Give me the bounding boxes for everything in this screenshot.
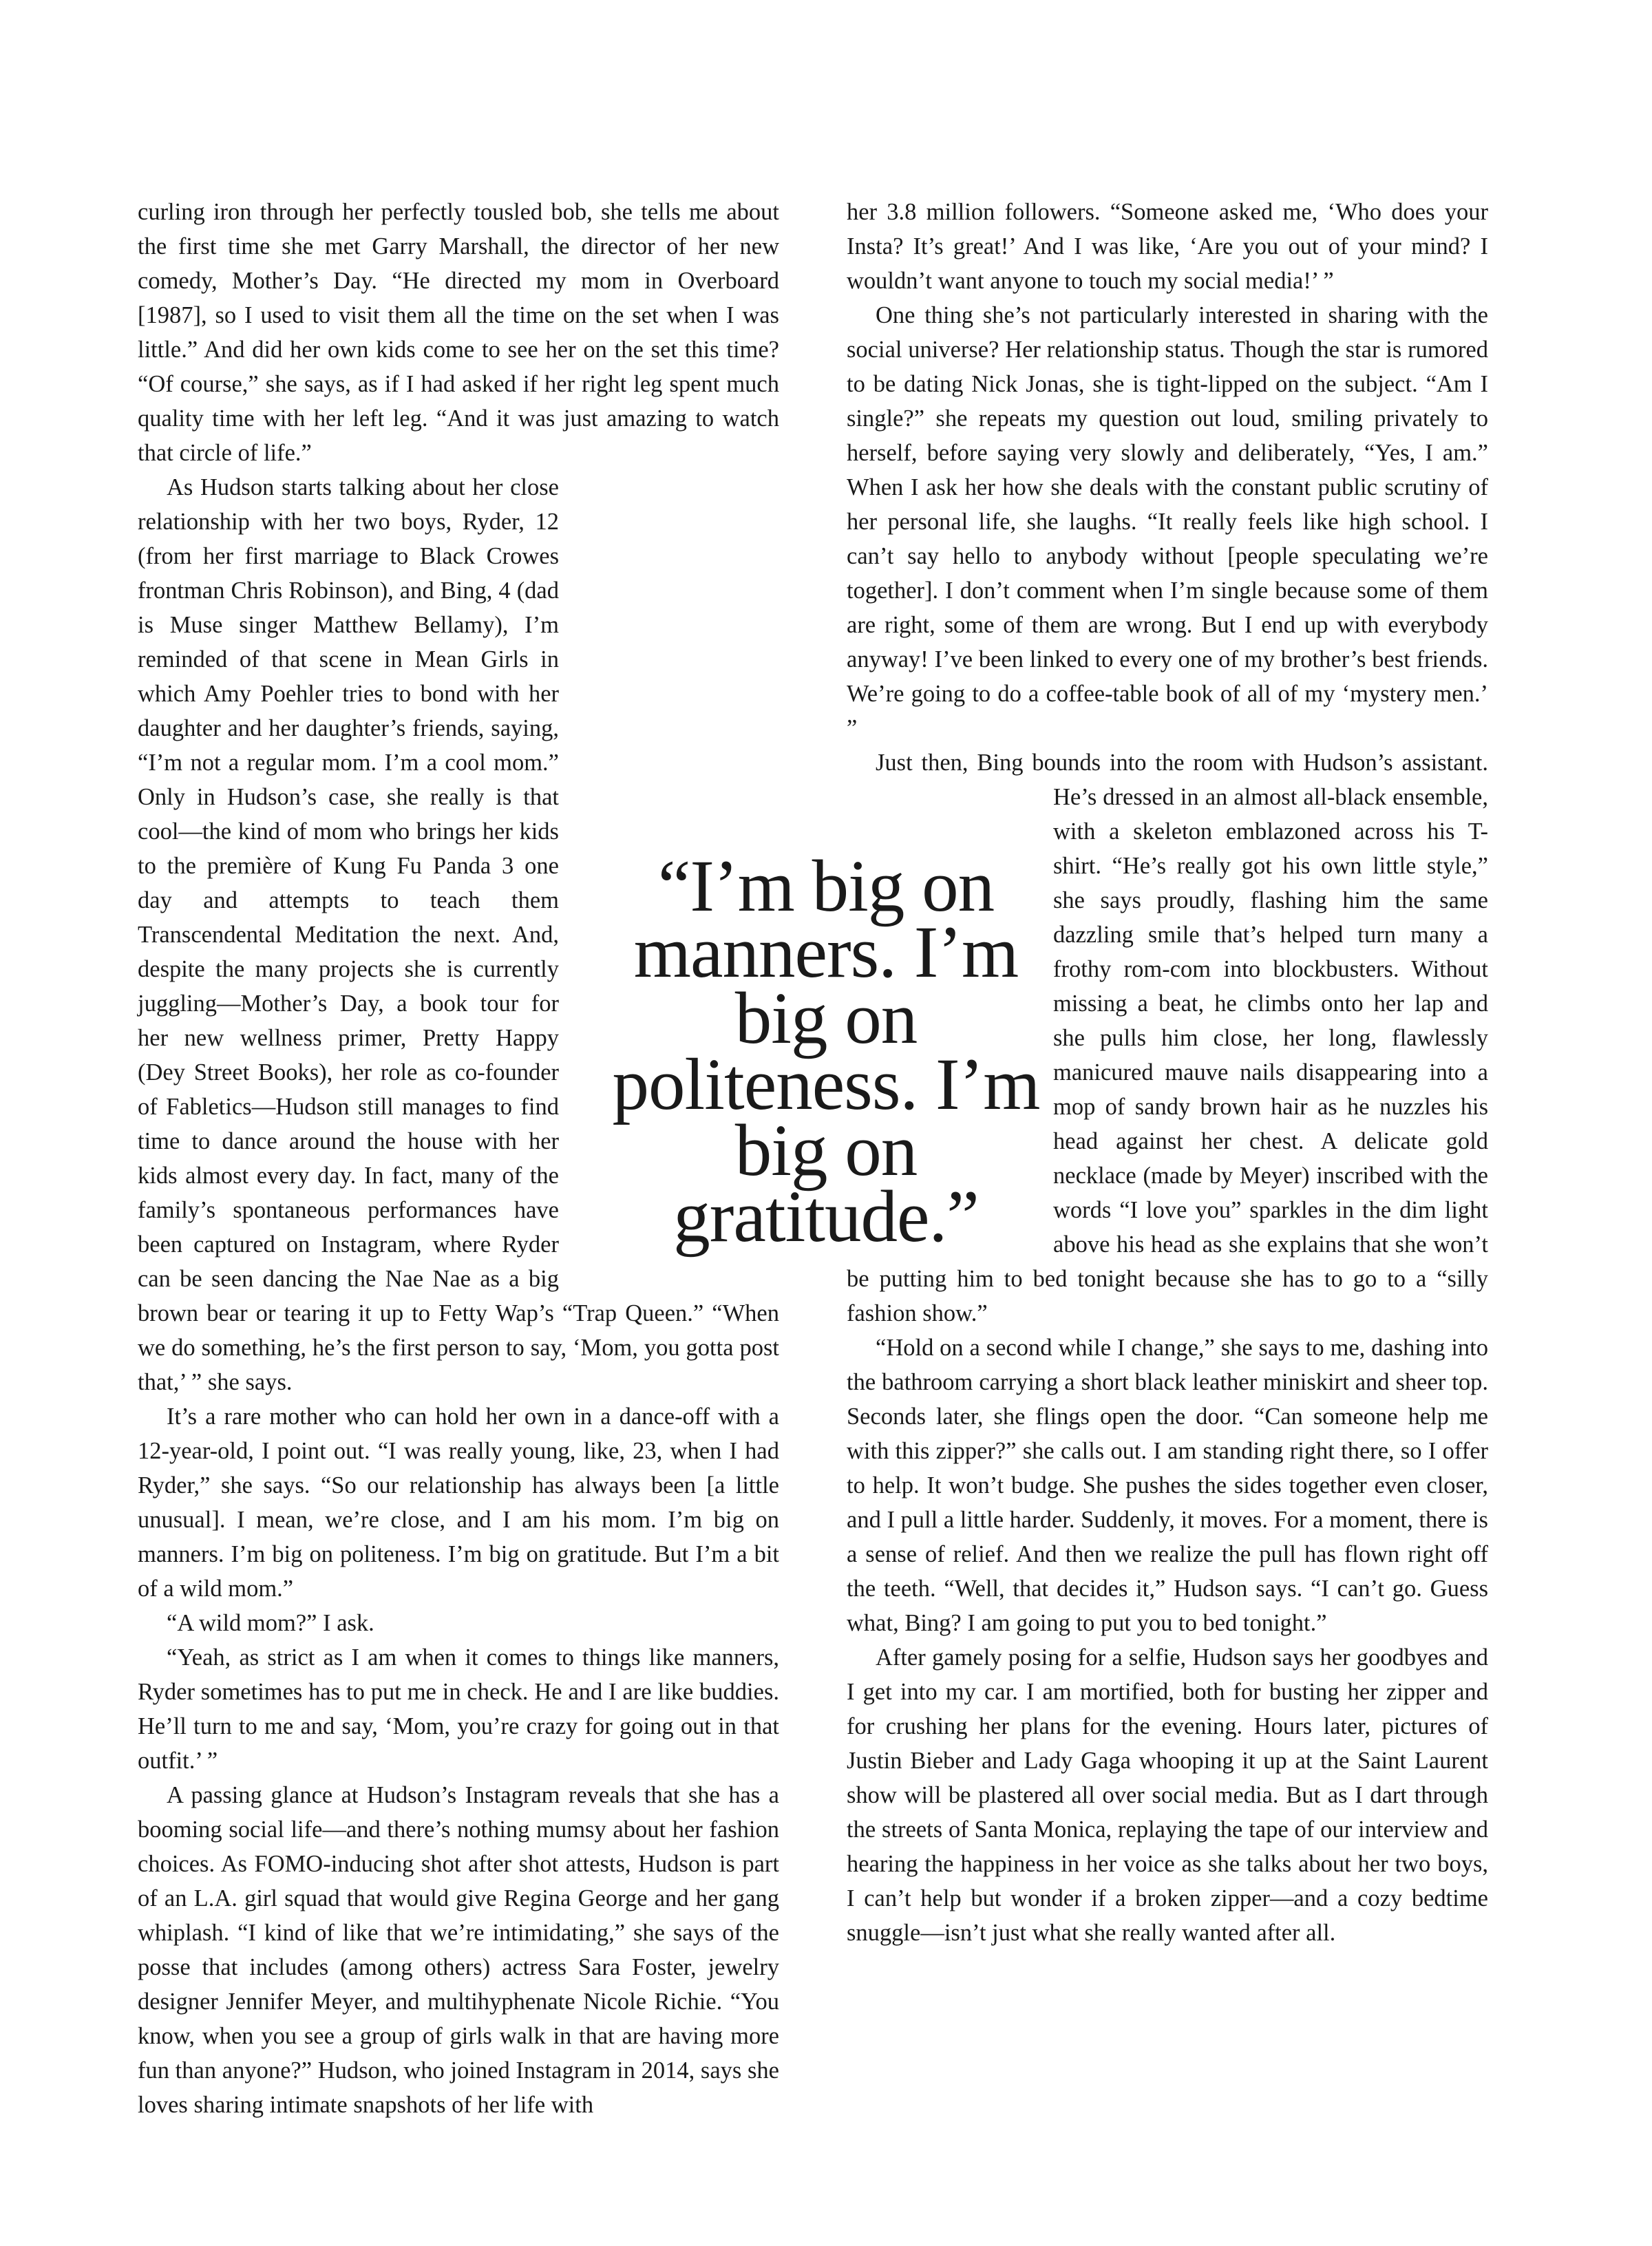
paragraph: It’s a rare mother who can hold her own in a dance-off with a 12-year-old, I point out. “I was really young, like, 23, when I had Ryder,” she says. “So our relationship has always been [a little unusual]. I mean, we’re close, and I am his mom. I’m big on manners. I’m big on politeness. I’m big on gratitude. But I’m a bit of a wild mom.” <box>138 1403 779 1602</box>
paragraph: A passing glance at Hudson’s Instagram reveals that she has a booming social life—and there’s nothing mumsy about her fashion choices. As FOMO-inducing shot after shot attests, Hudson is part of an L.A. girl squad that would give Regina George and her gang whiplash. “I kind of like that we’re intimidating,” she says of the posse that includes (among others) actress Sara Foster, jewelry designer Jennifer Meyer, and multihyphenate Nicole Richie. “You know, when you see a group of girls walk in that are having more fun than anyone?” Hudson, who joined Instagram in 2014, says she loves sharing intimate snapshots of her life with <box>138 1782 779 2118</box>
paragraph: her 3.8 million followers. “Someone asked me, ‘Who does your Insta? It’s great!’ And I was like, ‘Are you out of your mind? I wouldn’t want anyone to touch my social media!’ ” <box>847 199 1488 294</box>
paragraph: One thing she’s not particularly interested in sharing with the social universe? Her relationship status. Though the star is rumored to be dating Nick Jonas, she is tight-lipped on the subject. “Am I single?” she repeats my question out loud, smiling privately to herself, before saying very slowly and deliberately, “Yes, I am.” When I ask her how she deals with the constant public scrutiny of her personal life, she laughs. “It really feels like high school. I can’t say hello to anybody without [people speculating we’re together]. I don’t comment when I’m single because some of them are right, some of them are wrong. But I end up with everybody anyway! I’ve been linked to every one of my brother’s best friends. We’re going to do a coffee-table book of all of my ‘mystery men.’ ” <box>847 302 1488 741</box>
paragraph: “A wild mom?” I ask. <box>167 1610 374 1636</box>
paragraph: After gamely posing for a selfie, Hudson says her goodbyes and I get into my car. I am mortified, both for busting her zipper and for crushing her plans for the evening. Hours later, pictures of Justin Bieber and Lady Gaga whooping it up at the Saint Laurent show will be plastered all over social media. But as I dart through the streets of Santa Monica, replaying the tape of our interview and hearing the happiness in her voice as she talks about her two boys, I can’t help but wonder if a broken zipper—and a cozy bedtime snuggle—isn’t just what she really wanted after all. <box>847 1644 1488 1946</box>
paragraph: curling iron through her perfectly tousled bob, she tells me about the first time she met Garry Marshall, the director of her new comedy, Mother’s Day. “He directed my mom in Overboard [1987], so I used to visit them all the time on the set when I was little.” And did her own kids come to see her on the set this time? “Of course,” she says, as if I had asked if her right leg spent much quality time with her left leg. “And it was just amazing to watch that circle of life.” <box>138 199 779 466</box>
paragraph: “Yeah, as strict as I am when it comes to things like manners, Ryder sometimes has to put me in check. He and I are like buddies. He’ll turn to me and say, ‘Mom, you’re crazy for going out in that outfit.’ ” <box>138 1644 779 1774</box>
pull-quote: “I’m big on manners. I’m big on politeness. I’m big on gratitude.” <box>612 846 1040 1258</box>
paragraph-text: Just then, Bing bounds into the room with Hudson’s assistant. He’s dressed in an almost all-black ensemble, with a skeleton emblazoned across his T-shirt. “He’s really got his own little style,” she says proudly, flashing him the same dazzling smile that’s helped turn many a frothy rom-com into blockbusters. Without missing a beat, he climbs onto her lap and she pulls him close, her long, flawlessly manicured mauve nails disappearing into a mop of sandy brown hair as he nuzzles his head against her chest. A delicate gold necklace (made by Meyer) inscribed with the words “I love you” sparkles in the dim light above his head as she explains that she won’t be putting him to bed tonight because she has to go to a “silly fashion show.” <box>847 750 1488 1326</box>
paragraph-text: As Hudson starts talking about her close relationship with her two boys, Ryder, 12 (from her first marriage to Black Crowes frontman Chris Robinson), and Bing, 4 (dad is Muse singer Matthew Bellamy), I’m reminded of that scene in Mean Girls in which Amy Poehler tries to bond with her daughter and her daughter’s friends, saying, “I’m not a regular mom. I’m a cool mom.” Only in Hudson’s case, she really is that cool—the kind of mom who brings her kids to the première of Kung Fu Panda 3 one day and attempts to teach them Transcendental Meditation the next. And, despite the many projects she is currently juggling—Mother’s Day, a book tour for her new wellness primer, Pretty Happy (Dey Street Books), her role as co-founder of Fabletics—Hudson still manages to find time to dance around the house with her kids almost every day. In fact, many of the family’s spontaneous performances have been captured on Instagram, where Ryder can be seen dancing the Nae Nae as a big brown bear or tearing it up to Fetty Wap’s “Trap Queen.” “When we do something, he’s the first person to say, ‘Mom, you gotta post that,’ ” she says. <box>138 474 779 1395</box>
paragraph: “Hold on a second while I change,” she says to me, dashing into the bathroom carrying a short black leather miniskirt and sheer top. Seconds later, she flings open the door. “Can someone help me with this zipper?” she calls out. I am standing right there, so I offer to help. It won’t budge. She pushes the sides together even closer, and I pull a little harder. Suddenly, it moves. For a moment, there is a sense of relief. And then we realize the pull has flown right off the teeth. “Well, that decides it,” Hudson says. “I can’t go. Guess what, Bing? I am going to put you to bed tonight.” <box>847 1335 1488 1636</box>
